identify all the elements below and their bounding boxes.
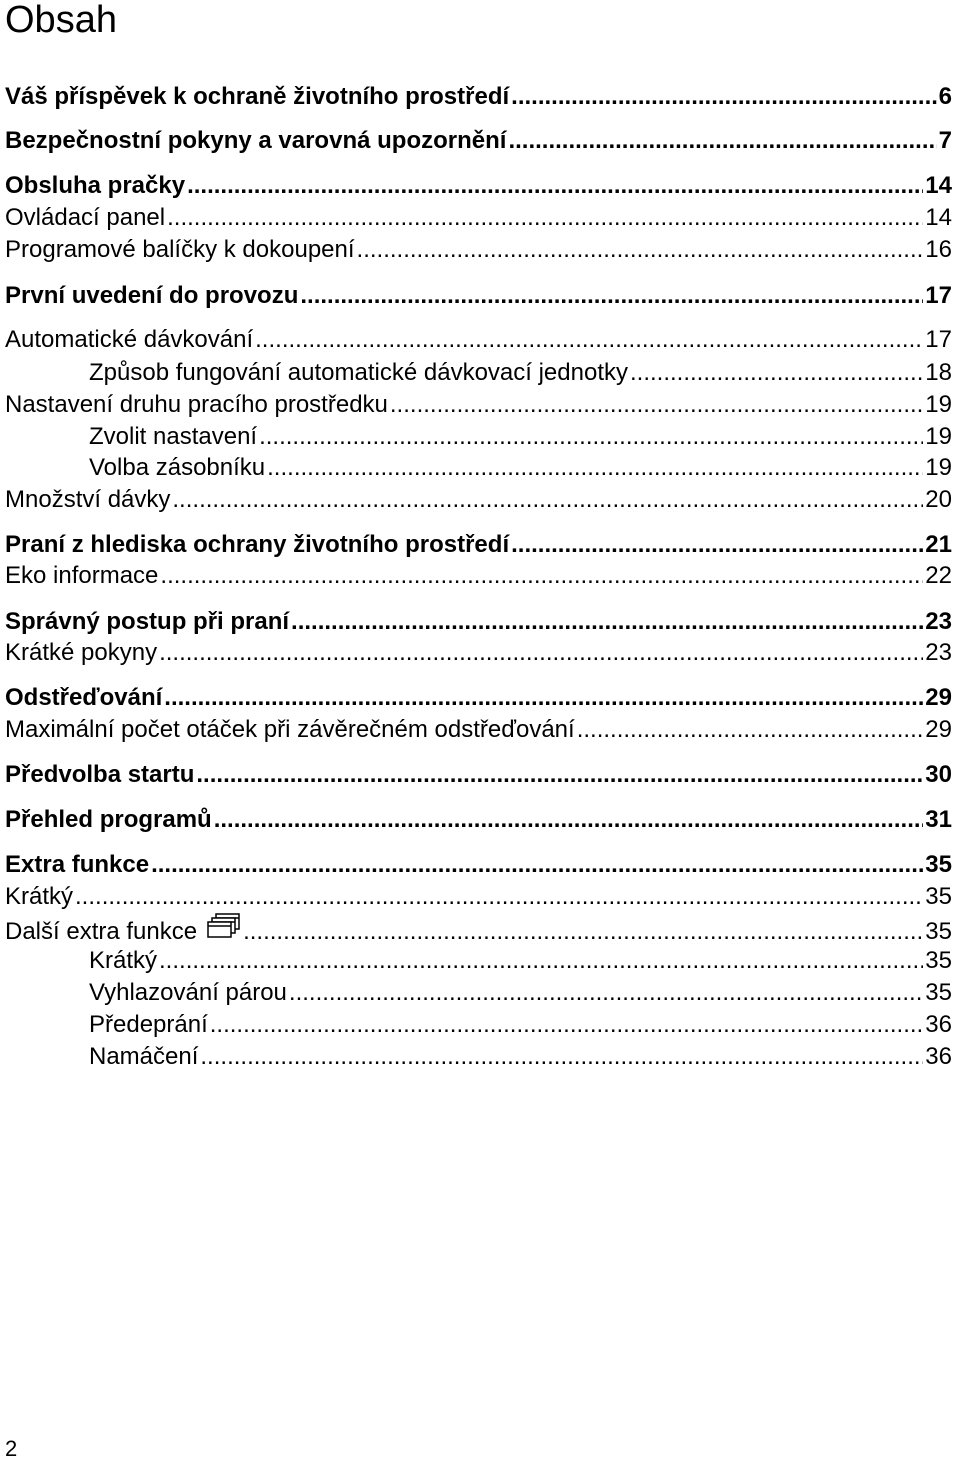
- toc-entry-title: Programové balíčky k dokoupení: [5, 236, 355, 263]
- toc-entry[interactable]: [5, 529, 952, 561]
- toc-entry[interactable]: [5, 170, 952, 202]
- toc-dot-leader: [291, 606, 923, 638]
- toc-entry[interactable]: [5, 202, 952, 234]
- toc-dot-leader: [255, 324, 923, 356]
- toc-dot-leader: [159, 637, 923, 669]
- toc-entry-title: Zvolit nastavení: [89, 423, 258, 450]
- toc-entry-title: Množství dávky: [5, 486, 171, 513]
- toc-dot-leader: [259, 421, 923, 453]
- toc-entry-page: 22: [925, 562, 952, 589]
- toc-entry-title: Odstřeďování: [5, 684, 163, 711]
- toc-entry[interactable]: [5, 804, 952, 836]
- toc-entry-title: Předvolba startu: [5, 761, 195, 788]
- toc-entry-page: 19: [925, 423, 952, 450]
- toc-entry-page: 29: [925, 716, 952, 743]
- toc-entry-page: 20: [925, 486, 952, 513]
- toc-entry-title: Způsob fungování automatické dávkovací jednotky: [89, 359, 628, 386]
- toc-dot-leader: [630, 357, 923, 389]
- toc-entry[interactable]: [5, 81, 952, 113]
- toc-entry-page: 23: [925, 608, 952, 635]
- toc-dot-leader: [243, 916, 923, 948]
- toc-dot-leader: [210, 1009, 924, 1041]
- toc-dot-leader: [167, 202, 923, 234]
- toc-dot-leader: [151, 849, 923, 881]
- toc-entry[interactable]: [5, 913, 952, 945]
- toc-entry-page: 6: [938, 83, 952, 110]
- toc-entry-page: 17: [925, 282, 952, 309]
- toc-entry-title: Volba zásobníku: [89, 454, 266, 481]
- page-number: 2: [5, 1436, 18, 1461]
- toc-entry[interactable]: [5, 606, 952, 638]
- toc-entry-page: 7: [938, 127, 952, 154]
- toc-entry[interactable]: [89, 357, 952, 389]
- toc-dot-leader: [196, 759, 923, 791]
- toc-entry[interactable]: [89, 977, 952, 1009]
- toc-entry-page: 35: [925, 979, 952, 1006]
- toc-entry[interactable]: [89, 1041, 952, 1073]
- toc-entry-title: Vyhlazování párou: [89, 979, 287, 1006]
- toc-entry-page: 35: [925, 918, 952, 945]
- toc-entry[interactable]: [5, 637, 952, 669]
- toc-dot-leader: [164, 682, 923, 714]
- toc-dot-leader: [159, 945, 923, 977]
- toc-entry-title: Maximální počet otáček při závěrečném odstřeďování: [5, 716, 575, 743]
- toc-entry-title: Ovládací panel: [5, 204, 166, 231]
- toc-dot-leader: [267, 452, 923, 484]
- toc-entry[interactable]: [5, 714, 952, 746]
- toc-entry-title: Obsluha pračky: [5, 172, 186, 199]
- toc-entry-page: 36: [925, 1011, 952, 1038]
- toc-entry[interactable]: [5, 849, 952, 881]
- toc-dot-leader: [577, 714, 924, 746]
- toc-entry-title: Bezpečnostní pokyny a varovná upozornění: [5, 127, 507, 154]
- toc-dot-leader: [511, 81, 936, 113]
- toc-entry-page: 31: [925, 806, 952, 833]
- toc-entry[interactable]: [5, 759, 952, 791]
- toc-dot-leader: [357, 234, 924, 266]
- toc-entry-title: Krátké pokyny: [5, 639, 158, 666]
- toc-dot-leader: [187, 170, 923, 202]
- toc-entry-title: Předeprání: [89, 1011, 208, 1038]
- toc-entry[interactable]: [5, 389, 952, 421]
- toc-entry[interactable]: [5, 484, 952, 516]
- toc-entry-title: Nastavení druhu pracího prostředku: [5, 391, 388, 418]
- stacked-windows-icon: [207, 913, 241, 939]
- toc-entry-page: 35: [925, 851, 952, 878]
- page-title: Obsah: [5, 0, 117, 41]
- toc-entry[interactable]: [5, 125, 952, 157]
- toc-entry-page: 35: [925, 883, 952, 910]
- toc-entry[interactable]: [5, 881, 952, 913]
- toc-entry-title: Přehled programů: [5, 806, 212, 833]
- toc-entry[interactable]: [5, 324, 952, 356]
- toc-dot-leader: [200, 1041, 923, 1073]
- toc-entry-page: 35: [925, 947, 952, 974]
- toc-dot-leader: [172, 484, 923, 516]
- toc-entry-title: Automatické dávkování: [5, 326, 254, 353]
- toc-entry-title: Praní z hlediska ochrany životního prostředí: [5, 531, 510, 558]
- toc-entry-page: 23: [925, 639, 952, 666]
- toc-entry-page: 16: [925, 236, 952, 263]
- toc-entry-page: 19: [925, 454, 952, 481]
- toc-entry-page: 19: [925, 391, 952, 418]
- toc-entry-title: Extra funkce: [5, 851, 150, 878]
- toc-entry[interactable]: [5, 682, 952, 714]
- toc-entry-page: 18: [925, 359, 952, 386]
- toc-entry[interactable]: [5, 560, 952, 592]
- toc-entry-page: 36: [925, 1043, 952, 1070]
- toc-entry[interactable]: [89, 945, 952, 977]
- toc-dot-leader: [289, 977, 923, 1009]
- toc-dot-leader: [160, 560, 923, 592]
- toc-dot-leader: [508, 125, 936, 157]
- toc-dot-leader: [214, 804, 924, 836]
- toc-entry-title: Eko informace: [5, 562, 159, 589]
- toc-entry[interactable]: [5, 280, 952, 312]
- toc-entry-title: Další extra funkce: [5, 918, 198, 945]
- toc-entry-title: Správný postup při praní: [5, 608, 290, 635]
- toc-entry[interactable]: [89, 1009, 952, 1041]
- toc-entry-title: Namáčení: [89, 1043, 199, 1070]
- toc-entry-page: 14: [925, 172, 952, 199]
- toc-dot-leader: [511, 529, 923, 561]
- toc-entry-page: 17: [925, 326, 952, 353]
- toc-dot-leader: [390, 389, 923, 421]
- toc-entry-title: První uvedení do provozu: [5, 282, 299, 309]
- toc-dot-leader: [300, 280, 923, 312]
- toc-entry-page: 30: [925, 761, 952, 788]
- toc-entry-page: 21: [925, 531, 952, 558]
- toc-entry[interactable]: [89, 421, 952, 453]
- toc-entry-title: Krátký: [5, 883, 74, 910]
- toc-entry-title: Krátký: [89, 947, 158, 974]
- toc-entry-title: Váš příspěvek k ochraně životního prostředí: [5, 83, 510, 110]
- toc-entry-page: 29: [925, 684, 952, 711]
- toc-dot-leader: [75, 881, 923, 913]
- toc-entry-page: 14: [925, 204, 952, 231]
- toc-entry[interactable]: [5, 234, 952, 266]
- toc-entry[interactable]: [89, 452, 952, 484]
